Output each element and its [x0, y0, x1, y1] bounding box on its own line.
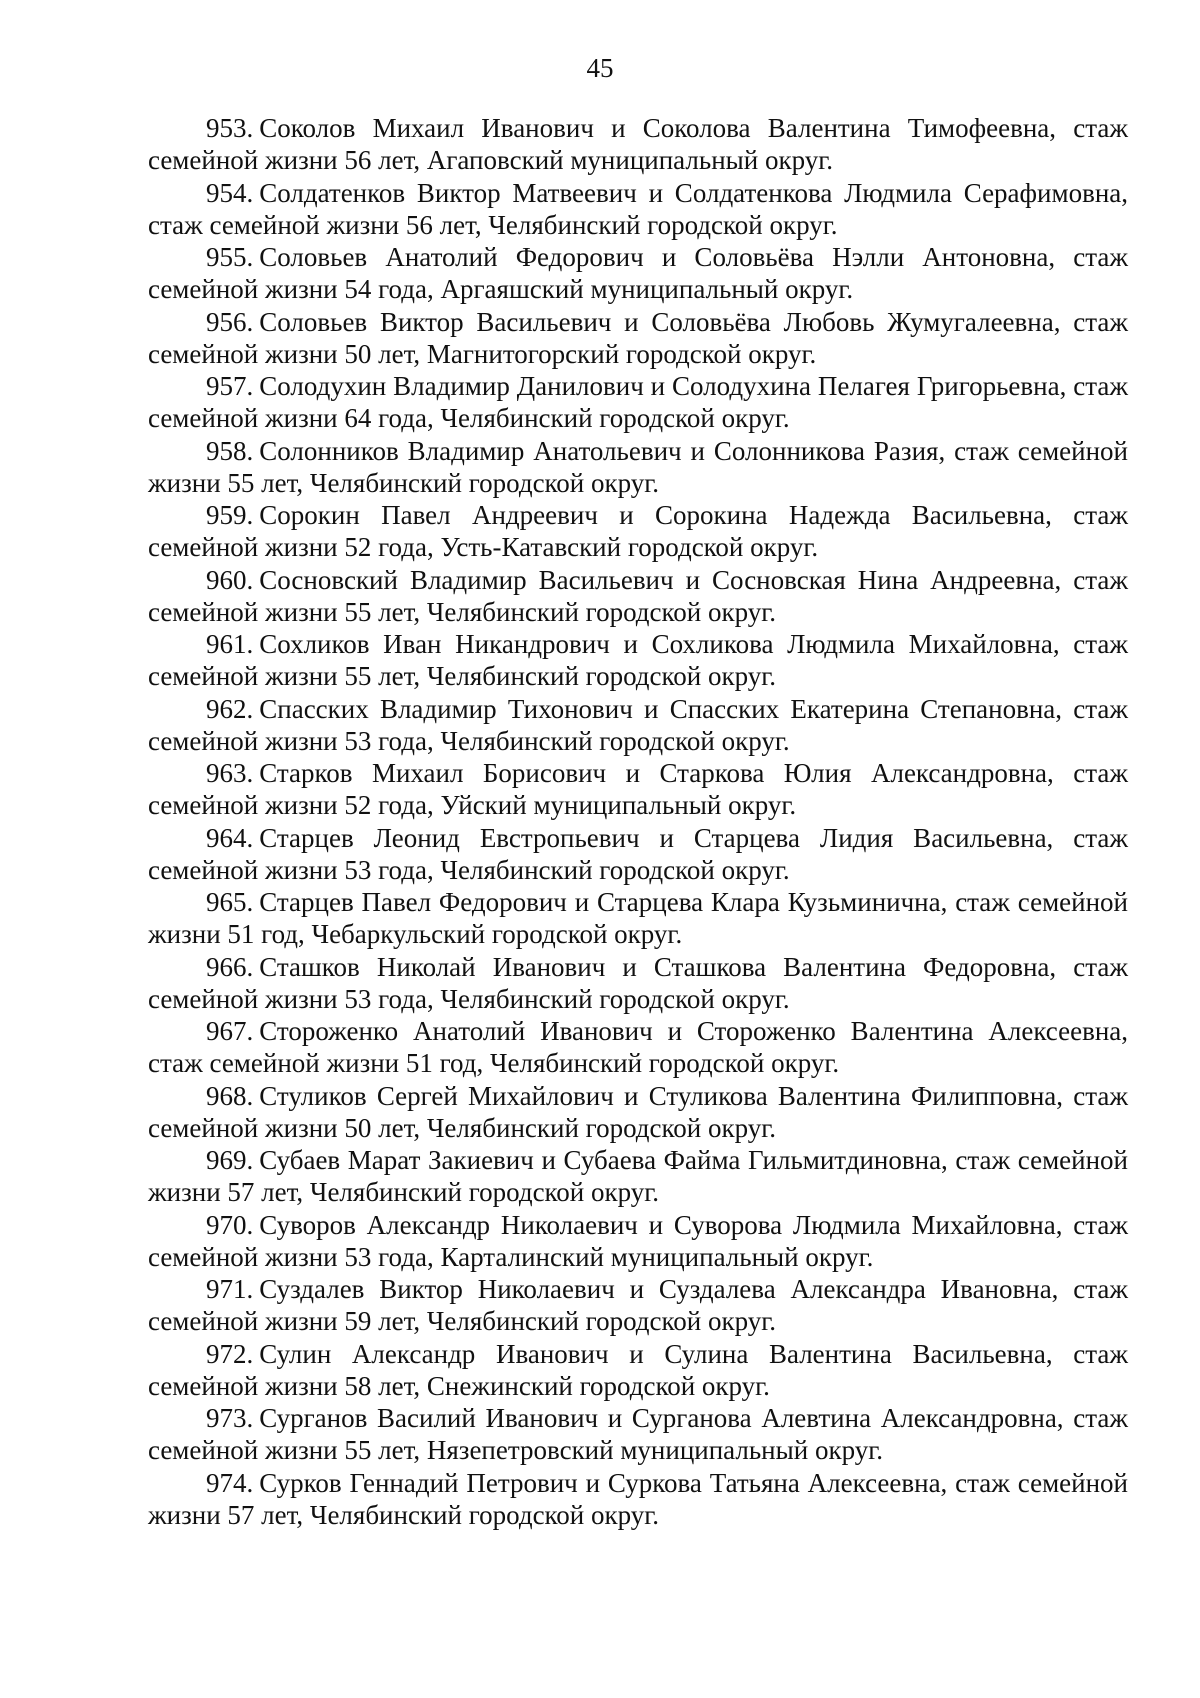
entry-number: 955. [206, 242, 254, 272]
entry-list [148, 112, 1128, 1531]
list-item [148, 564, 1128, 628]
entry-number: 965. [206, 887, 254, 917]
entry-number: 966. [206, 951, 254, 982]
entry-text: Солодухин Владимир Данилович и Солодухина Пелагея Григорьевна, стаж семейной жизни 64 года, Челябинский городской округ. [148, 371, 1128, 433]
list-item [148, 370, 1128, 434]
entry-number: 973. [206, 1403, 254, 1433]
list-item [148, 886, 1128, 950]
list-item [148, 435, 1128, 499]
entry-text: Солдатенков Виктор Матвеевич и Солдатенкова Людмила Серафимовна, стаж семейной жизни 56 лет, Челябинский городской округ. [148, 177, 1128, 240]
entry-number: 968. [206, 1080, 254, 1111]
entry-text: Старцев Леонид Евстропьевич и Старцева Лидия Васильевна, стаж семейной жизни 53 года, Челябинский городской округ. [148, 822, 1128, 885]
list-item [148, 1338, 1128, 1402]
entry-text: Сорокин Павел Андреевич и Сорокина Надежда Васильевна, стаж семейной жизни 52 года, Усть-Катавский городской округ. [148, 500, 1128, 562]
entry-text: Сулин Александр Иванович и Сулина Валентина Васильевна, стаж семейной жизни 58 лет, Снежинский городской округ. [148, 1338, 1128, 1401]
list-item [148, 112, 1128, 176]
entry-number: 967. [206, 1016, 254, 1046]
list-item [148, 1209, 1128, 1273]
list-item [148, 822, 1128, 886]
entry-text: Сурков Геннадий Петрович и Суркова Татьяна Алексеевна, стаж семейной жизни 57 лет, Челябинский городской округ. [148, 1467, 1128, 1530]
list-item [148, 757, 1128, 821]
entry-number: 960. [206, 564, 254, 595]
entry-number: 962. [206, 693, 254, 724]
list-item [148, 951, 1128, 1015]
list-item [148, 1080, 1128, 1144]
entry-text: Старков Михаил Борисович и Старкова Юлия Александровна, стаж семейной жизни 52 года, Уйский муниципальный округ. [148, 758, 1128, 820]
entry-text: Соловьев Анатолий Федорович и Соловьёва Нэлли Антоновна, стаж семейной жизни 54 года, Аргаяшский муниципальный округ. [148, 242, 1128, 304]
entry-text: Соколов Михаил Иванович и Соколова Валентина Тимофеевна, стаж семейной жизни 56 лет, Агаповский муниципальный округ. [148, 113, 1128, 175]
entry-text: Стороженко Анатолий Иванович и Стороженко Валентина Алексеевна, стаж семейной жизни 51 год, Челябинский городской округ. [148, 1016, 1128, 1078]
entry-number: 974. [206, 1467, 254, 1498]
list-item [148, 1015, 1128, 1079]
list-item [148, 177, 1128, 241]
entry-number: 957. [206, 371, 254, 401]
list-item [148, 628, 1128, 692]
entry-text: Соловьев Виктор Васильевич и Соловьёва Любовь Жумугалеевна, стаж семейной жизни 50 лет, Магнитогорский городской округ. [148, 306, 1128, 369]
entry-number: 971. [206, 1274, 254, 1304]
entry-number: 970. [206, 1209, 254, 1240]
entry-number: 961. [206, 629, 254, 659]
entry-text: Сурганов Василий Иванович и Сурганова Алевтина Александровна, стаж семейной жизни 55 лет, Нязепетровский муниципальный округ. [148, 1403, 1128, 1465]
entry-text: Солонников Владимир Анатольевич и Солонникова Разия, стаж семейной жизни 55 лет, Челябинский городской округ. [148, 435, 1128, 498]
list-item [148, 1467, 1128, 1531]
list-item [148, 693, 1128, 757]
entry-number: 963. [206, 758, 254, 788]
entry-text: Суздалев Виктор Николаевич и Суздалева Александра Ивановна, стаж семейной жизни 59 лет, Челябинский городской округ. [148, 1274, 1128, 1336]
entry-number: 972. [206, 1338, 254, 1369]
list-item [148, 306, 1128, 370]
entry-number: 958. [206, 435, 254, 466]
list-item [148, 1273, 1128, 1337]
entry-number: 969. [206, 1145, 254, 1175]
list-item [148, 1144, 1128, 1208]
page-number: 45 [586, 53, 614, 83]
entry-text: Старцев Павел Федорович и Старцева Клара Кузьминична, стаж семейной жизни 51 год, Чебаркульский городской округ. [148, 887, 1128, 949]
entry-text: Стуликов Сергей Михайлович и Стуликова Валентина Филипповна, стаж семейной жизни 50 лет, Челябинский городской округ. [148, 1080, 1128, 1143]
entry-text: Сохликов Иван Никандрович и Сохликова Людмила Михайловна, стаж семейной жизни 55 лет, Челябинский городской округ. [148, 629, 1128, 691]
entry-text: Суворов Александр Николаевич и Суворова Людмила Михайловна, стаж семейной жизни 53 года, Карталинский муниципальный округ. [148, 1209, 1128, 1272]
list-item [148, 499, 1128, 563]
entry-number: 954. [206, 177, 254, 208]
entry-number: 956. [206, 306, 254, 337]
list-item [148, 1402, 1128, 1466]
entry-number: 964. [206, 822, 254, 853]
entry-text: Спасских Владимир Тихонович и Спасских Екатерина Степановна, стаж семейной жизни 53 года, Челябинский городской округ. [148, 693, 1128, 756]
list-item [148, 241, 1128, 305]
entry-text: Сосновский Владимир Васильевич и Сосновская Нина Андреевна, стаж семейной жизни 55 лет, Челябинский городской округ. [148, 564, 1128, 627]
entry-number: 959. [206, 500, 254, 530]
entry-text: Сташков Николай Иванович и Сташкова Валентина Федоровна, стаж семейной жизни 53 года, Челябинский городской округ. [148, 951, 1128, 1014]
entry-number: 953. [206, 113, 254, 143]
entry-text: Субаев Марат Закиевич и Субаева Файма Гильмитдиновна, стаж семейной жизни 57 лет, Челябинский городской округ. [148, 1145, 1128, 1207]
